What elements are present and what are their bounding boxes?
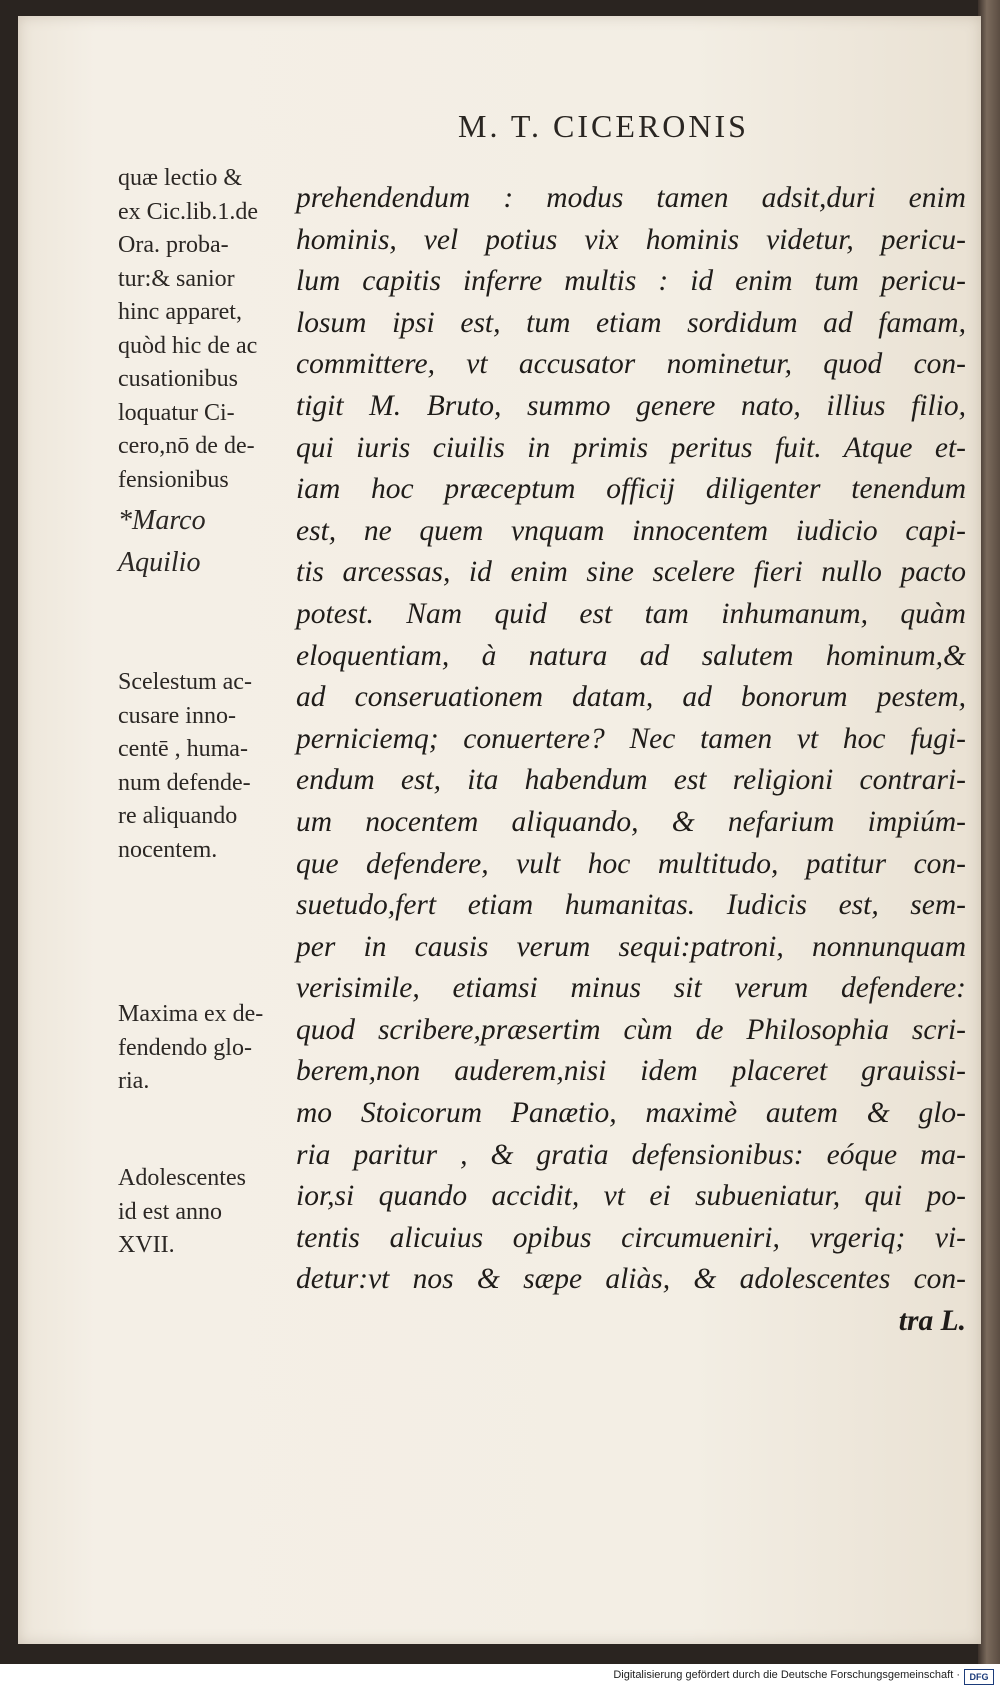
dfg-logo-icon: DFG [964,1669,994,1685]
marginal-note-line: Maxima ex de- [118,1001,264,1027]
text-line: hominis, vel potius vix hominis videtur, pericu- [296,223,966,256]
marginal-note-line: ex Cic.lib.1.de [118,198,258,225]
marginal-note-line: Ora. proba- [118,232,229,258]
marginal-note-line: quæ lectio & [118,165,242,191]
marginal-note-line: loquatur Ci- [118,399,235,426]
marginal-note-line: ria. [118,1068,150,1094]
marginal-note-adolescentes [118,1162,303,1263]
marginal-note-marco-aquilio [118,500,303,584]
marginal-note-line: Scelestum ac- [118,669,252,695]
catchword: tra L. [898,1305,966,1338]
text-line: berem,non auderem,nisi idem placeret grauissi- [296,1055,966,1088]
marginal-note-line: fendendo glo- [118,1034,252,1061]
text-line: quod scribere,præsertim cùm de Philosophia scri- [296,1013,966,1046]
funding-credit: Digitalisierung gefördert durch die Deutsche Forschungsgemeinschaft · [613,1669,960,1681]
text-line: verisimile, etiamsi minus sit verum defendere: [296,972,966,1005]
text-line: lum capitis inferre multis : id enim tum pericu- [296,265,966,298]
main-text-block [296,178,966,1343]
text-line: iam hoc præceptum officij diligenter tenendum [296,473,966,506]
text-line: ad conseruationem datam, ad bonorum pestem, [296,681,966,714]
text-line: ior,si quando accidit, vt ei subueniatur, qui po- [296,1180,966,1213]
marginal-note-line: num defende- [118,769,251,796]
marginal-note-lectio [118,162,303,497]
marginal-note-line: cusare inno- [118,702,236,729]
text-line: um nocentem aliquando, & nefarium impiúm- [296,805,966,838]
text-line: losum ipsi est, tum etiam sordidum ad famam, [296,306,966,339]
marginal-note-line: quòd hic de ac [118,332,258,359]
text-line: tis arcessas, id enim sine scelere fieri nullo pacto [296,556,966,589]
book-page [18,16,981,1644]
book-spine-edge [978,0,1000,1664]
text-line: mo Stoicorum Panætio, maximè autem & glo- [296,1097,966,1130]
text-line: que defendere, vult hoc multitudo, patitur con- [296,847,966,880]
text-line: perniciemq; conuertere? Nec tamen vt hoc fugi- [296,722,966,755]
text-line: potest. Nam quid est tam inhumanum, quàm [296,597,966,630]
text-line: prehendendum : modus tamen adsit,duri enim [296,182,966,214]
marginal-note-line: tur:& sanior [118,265,235,292]
marginal-note-line: hinc apparet, [118,299,242,325]
text-line: est, ne quem vnquam innocentem iudicio capi- [296,514,966,547]
marginal-note-line: cusationibus [118,366,238,392]
text-line: committere, vt accusator nominetur, quod con- [296,348,966,381]
marginal-note-line: re aliquando [118,803,238,829]
text-line: qui iuris ciuilis in primis peritus fuit. Atque et- [296,431,966,464]
marginal-note-line: id est anno [118,1198,222,1225]
marginal-note-line: centē , huma- [118,736,248,762]
text-line: endum est, ita habendum est religioni contrari- [296,764,966,797]
marginal-note-scelestum [118,666,303,867]
marginal-note-line: Adolescentes [118,1165,246,1191]
text-line: eloquentiam, à natura ad salutem hominum,& [296,639,966,672]
text-line: tigit M. Bruto, summo genere nato, illius filio, [296,389,966,422]
marginal-note-line: fensionibus [118,466,229,493]
text-line: detur:vt nos & sæpe aliàs, & adolescentes con- [296,1263,966,1296]
marginal-note-line: *Marco [118,505,206,536]
text-line: suetudo,fert etiam humanitas. Iudicis est, sem- [296,889,966,922]
running-head: M. T. CICERONIS [458,108,749,144]
marginal-note-line: cero,nō de de- [118,433,255,459]
marginal-note-line: nocentem. [118,836,218,863]
marginal-note-maxima [118,998,303,1099]
marginal-note-line: Aquilio [118,547,201,578]
text-line: tentis alicuius opibus circumueniri, vrgeriq; vi- [296,1221,966,1254]
text-line: per in causis verum sequi:patroni, nonnunquam [296,930,966,963]
text-line: ria paritur , & gratia defensionibus: eóque ma- [296,1138,966,1171]
footer-bar [0,1664,1000,1690]
marginal-note-line: XVII. [118,1232,175,1258]
